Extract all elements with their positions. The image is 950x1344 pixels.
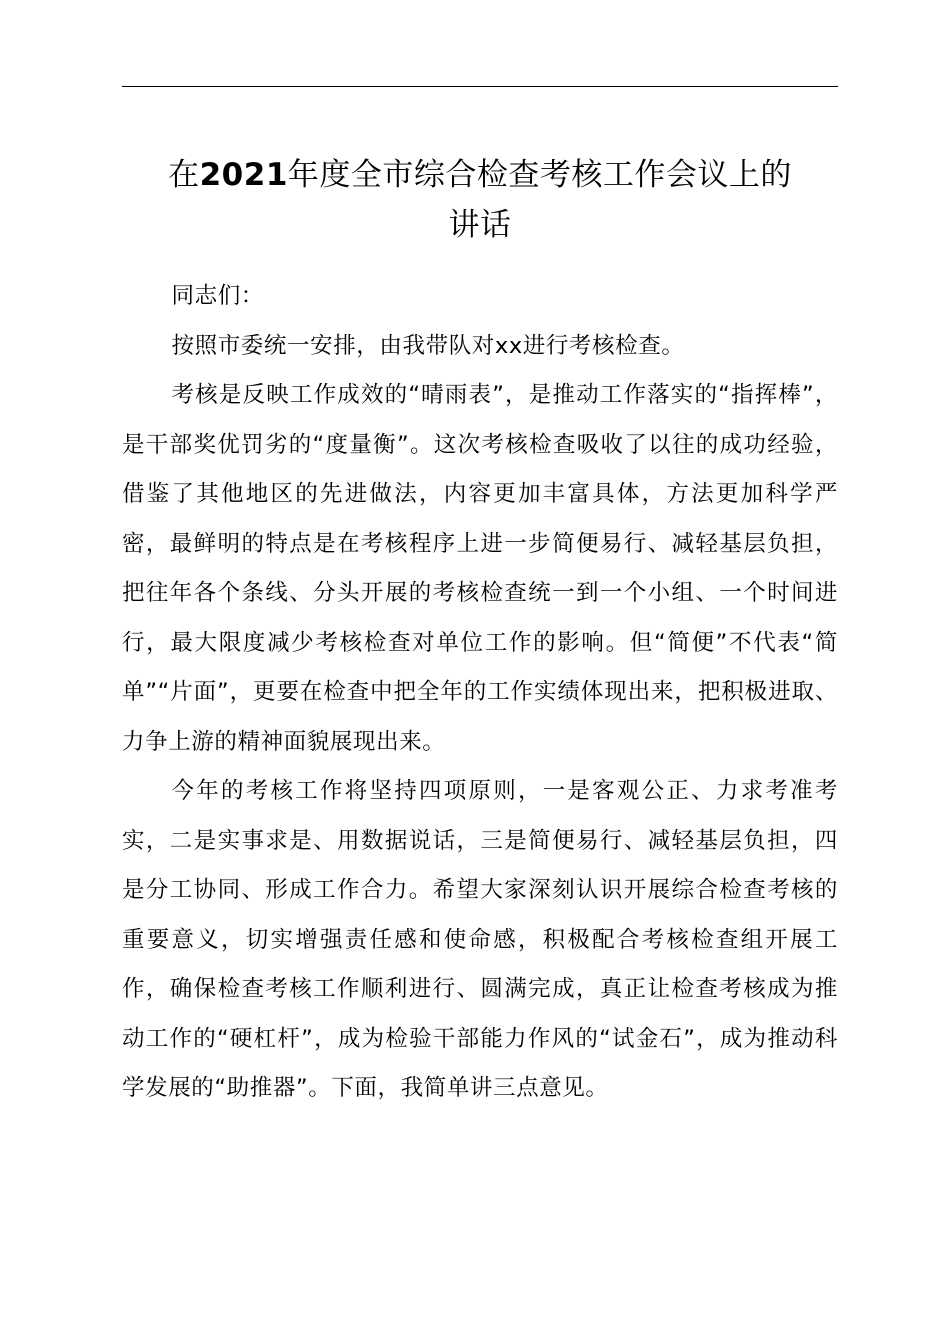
title-prefix: 在 bbox=[168, 157, 200, 193]
title-year: 2021 bbox=[199, 157, 288, 193]
body-paragraph: 按照市委统一安排，由我带队对xx进行考核检查。 bbox=[171, 332, 685, 359]
header-rule bbox=[122, 86, 838, 87]
body-paragraph: 今年的考核工作将坚持四项原则，一是客观公正、力求考准考实，二是实事求是、用数据说话，三是简便易行、减轻基层负担，四是分工协同、形成工作合力。希望大家深刻认识开展综合检查考核的重要意义，切实增强责任感和使命感，积极配合考核检查组开展工作，确保检查考核工作顺利进行、圆满完成，真正让检查考核成为推动工作的“硬杠杆”，成为检验干部能力作风的“试金石”，成为推动科学发展的“助推器”。下面，我简单讲三点意见。 bbox=[122, 778, 838, 1101]
body-paragraph: 考核是反映工作成效的“晴雨表”，是推动工作落实的“指挥棒”，是干部奖优罚劣的“度量衡”。这次考核检查吸收了以往的成功经验，借鉴了其他地区的先进做法，内容更加丰富具体，方法更加科学严密，最鲜明的特点是在考核程序上进一步简便易行、减轻基层负担，把往年各个条线、分头开展的考核检查统一到一个小组、一个时间进行，最大限度减少考核检查对单位工作的影响。但“简便”不代表“简单”“片面”，更要在检查中把全年的工作实绩体现出来，把积极进取、力争上游的精神面貌展现出来。 bbox=[122, 382, 838, 755]
title-line1-rest: 年度全市综合检查考核工作会议上的 bbox=[287, 157, 792, 193]
title-line2: 讲话 bbox=[448, 207, 512, 243]
salutation: 同志们： bbox=[171, 283, 264, 309]
document-title bbox=[110, 150, 850, 250]
document-body bbox=[122, 272, 838, 1114]
